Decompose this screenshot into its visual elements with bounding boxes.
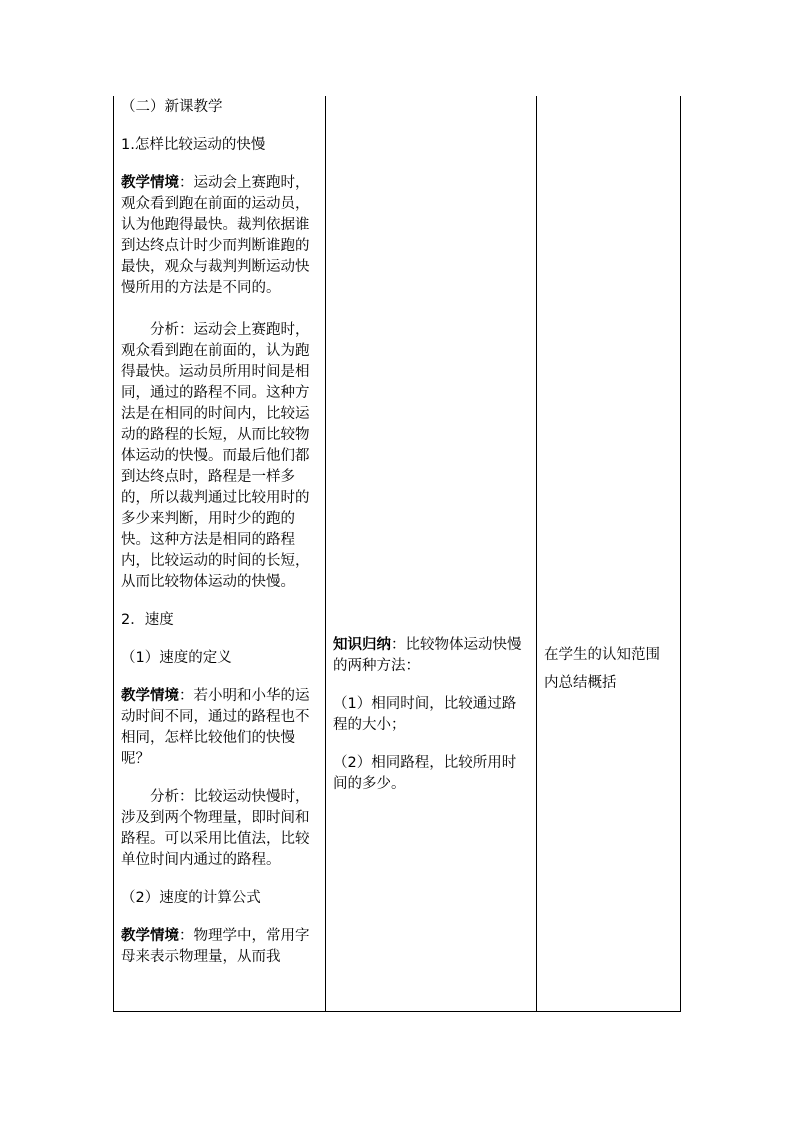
knowledge-summary	[333, 635, 529, 677]
scenario-label: 教学情境	[121, 175, 179, 191]
summary-label: 知识归纳	[333, 637, 391, 653]
design-intent-column	[544, 641, 674, 697]
subsection-heading: （1）速度的定义	[121, 650, 232, 666]
subsection-heading: 2．速度	[121, 612, 174, 628]
teaching-scenario	[121, 173, 321, 299]
scenario-text: ：运动会上赛跑时，观众看到跑在前面的运动员，认为他跑得最快。裁判依据谁到达终点计时少而判断谁跑的最快，观众与裁判判断运动快慢所用的方法是不同的。	[121, 175, 310, 296]
scenario-label: 教学情境	[121, 688, 179, 704]
teaching-content-column	[121, 96, 321, 968]
scenario-label: 教学情境	[121, 928, 179, 944]
teaching-scenario	[121, 686, 321, 770]
column-divider	[536, 96, 537, 1011]
column-divider	[325, 96, 326, 1011]
subsection-heading: （2）速度的计算公式	[121, 890, 261, 906]
method-item: （1）相同时间，比较通过路程的大小；	[333, 696, 517, 733]
method-item: （2）相同路程，比较所用时间的多少。	[333, 755, 517, 792]
teaching-scenario	[121, 926, 321, 968]
student-activity-column	[333, 635, 529, 795]
lesson-table	[113, 96, 681, 1012]
scenario-text: ：若小明和小华的运动时间不同，通过的路程也不相同，怎样比较他们的快慢呢？	[121, 688, 310, 767]
section-heading: （二）新课教学	[121, 99, 223, 115]
subsection-heading: 1.怎样比较运动的快慢	[121, 137, 266, 153]
summary-text: ：比较物体运动快慢的两种方法：	[333, 637, 522, 674]
design-note: 在学生的认知范围内总结概括	[544, 647, 660, 691]
analysis-paragraph: 分析：比较运动快慢时，涉及到两个物理量，即时间和路程。可以采用比值法，比较单位时间内通过的路程。	[121, 789, 310, 868]
scenario-text: ：物理学中，常用字母来表示物理量，从而我	[121, 928, 310, 965]
analysis-paragraph: 分析：运动会上赛跑时，观众看到跑在前面的，认为跑得最快。运动员所用时间是相同，通过的路程不同。这种方法是在相同的时间内，比较运动的路程的长短，从而比较物体运动的快慢。而最后他们都到达终点时，路程是一样多的，所以裁判通过比较用时的多少来判断，用时少的跑的快。这种方法是相同的路程内，比较运动的时间的长短，从而比较物体运动的快慢。	[121, 322, 310, 590]
